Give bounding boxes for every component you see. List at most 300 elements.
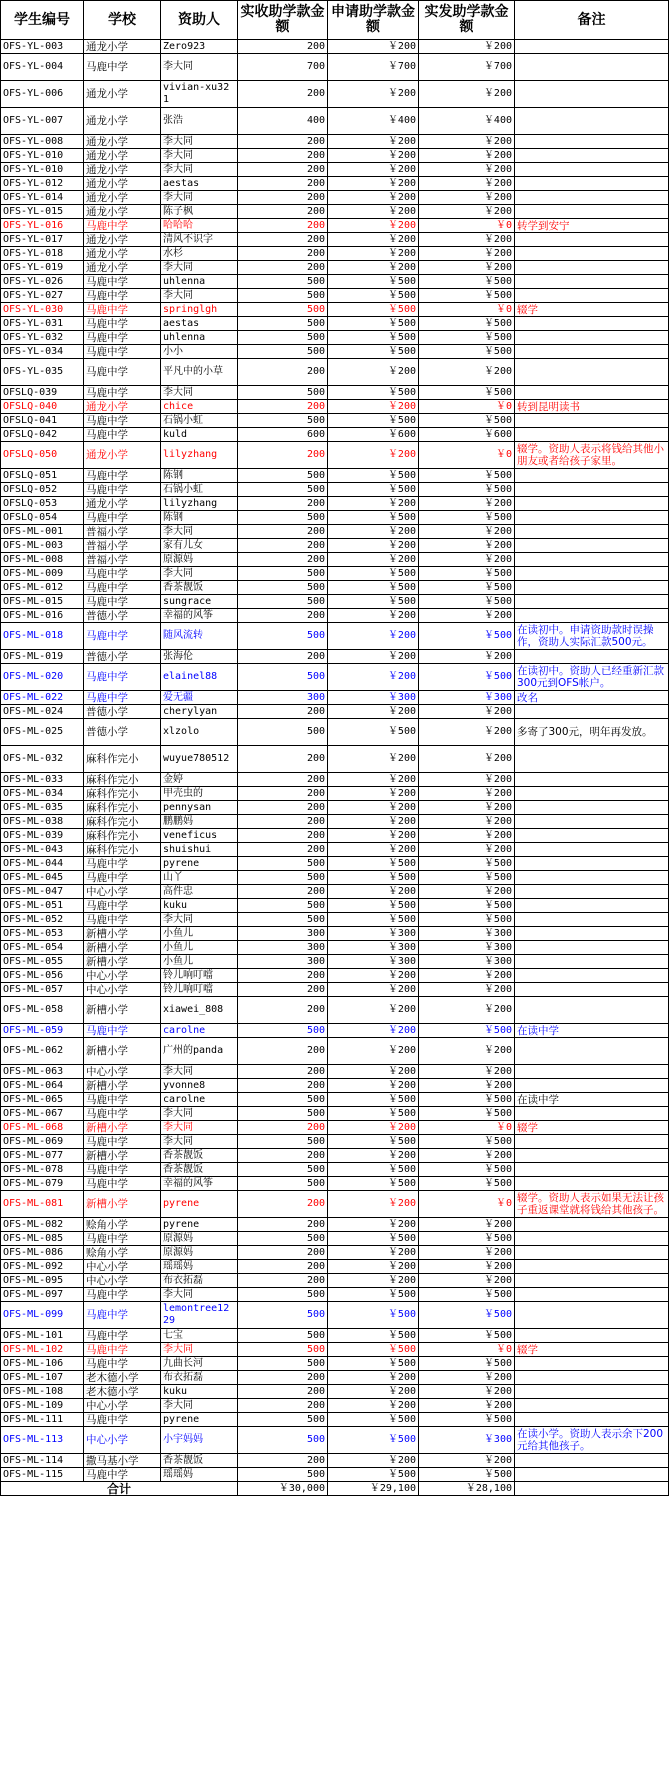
donor-cell: aestas <box>161 317 238 331</box>
student-id-cell: OFS-ML-024 <box>1 705 84 719</box>
received-amount-cell: 500 <box>238 511 328 525</box>
student-id-cell: OFS-ML-038 <box>1 815 84 829</box>
school-cell: 通龙小学 <box>84 40 161 54</box>
applied-amount-cell: ￥200 <box>328 205 419 219</box>
donor-cell: 石锅小虹 <box>161 483 238 497</box>
paid-amount-cell: ￥300 <box>419 941 515 955</box>
paid-amount-cell: ￥500 <box>419 331 515 345</box>
school-cell: 中心小学 <box>84 885 161 899</box>
student-id-cell: OFS-YL-012 <box>1 177 84 191</box>
donor-cell: 七宝 <box>161 1329 238 1343</box>
received-amount-cell: 300 <box>238 691 328 705</box>
note-cell <box>515 177 669 191</box>
applied-amount-cell: ￥500 <box>328 581 419 595</box>
donor-cell: lilyzhang <box>161 442 238 469</box>
student-id-cell: OFS-ML-025 <box>1 719 84 746</box>
school-cell: 马鹿中学 <box>84 359 161 386</box>
paid-amount-cell: ￥500 <box>419 1302 515 1329</box>
applied-amount-cell: ￥500 <box>328 1093 419 1107</box>
school-cell: 通龙小学 <box>84 108 161 135</box>
received-amount-cell: 200 <box>238 609 328 623</box>
school-cell: 麻科作完小 <box>84 801 161 815</box>
note-cell <box>515 108 669 135</box>
note-cell <box>515 1302 669 1329</box>
school-cell: 马鹿中学 <box>84 317 161 331</box>
note-cell <box>515 317 669 331</box>
note-cell <box>515 1065 669 1079</box>
paid-amount-cell: ￥400 <box>419 108 515 135</box>
school-cell: 马鹿中学 <box>84 303 161 317</box>
received-amount-cell: 200 <box>238 1399 328 1413</box>
received-amount-cell: 700 <box>238 54 328 81</box>
note-cell <box>515 81 669 108</box>
received-amount-cell: 200 <box>238 885 328 899</box>
applied-amount-cell: ￥200 <box>328 1038 419 1065</box>
donor-cell: springlgh <box>161 303 238 317</box>
school-cell: 麻科作完小 <box>84 843 161 857</box>
applied-amount-cell: ￥500 <box>328 1163 419 1177</box>
note-cell: 辍学 <box>515 1121 669 1135</box>
table-row <box>1 691 669 705</box>
donor-cell: wuyue780512 <box>161 746 238 773</box>
table-row <box>1 746 669 773</box>
note-cell <box>515 275 669 289</box>
table-row <box>1 1385 669 1399</box>
paid-amount-cell: ￥200 <box>419 705 515 719</box>
note-cell <box>515 163 669 177</box>
donor-cell: xiawei_808 <box>161 997 238 1024</box>
donor-cell: 李大同 <box>161 913 238 927</box>
received-amount-cell: 200 <box>238 539 328 553</box>
received-amount-cell: 500 <box>238 595 328 609</box>
table-row <box>1 899 669 913</box>
received-amount-cell: 200 <box>238 177 328 191</box>
student-id-cell: OFS-ML-012 <box>1 581 84 595</box>
header-note: 备注 <box>515 1 669 40</box>
table-row <box>1 359 669 386</box>
received-amount-cell: 500 <box>238 386 328 400</box>
table-row <box>1 135 669 149</box>
student-id-cell: OFS-ML-108 <box>1 1385 84 1399</box>
paid-amount-cell: ￥200 <box>419 773 515 787</box>
note-cell <box>515 1163 669 1177</box>
donor-cell: 广州的panda <box>161 1038 238 1065</box>
student-id-cell: OFS-YL-010 <box>1 163 84 177</box>
table-row <box>1 623 669 650</box>
student-id-cell: OFS-YL-019 <box>1 261 84 275</box>
applied-amount-cell: ￥500 <box>328 303 419 317</box>
school-cell: 马鹿中学 <box>84 1177 161 1191</box>
student-id-cell: OFS-ML-059 <box>1 1024 84 1038</box>
paid-amount-cell: ￥500 <box>419 511 515 525</box>
student-id-cell: OFS-YL-035 <box>1 359 84 386</box>
school-cell: 通龙小学 <box>84 261 161 275</box>
school-cell: 普德小学 <box>84 609 161 623</box>
table-row <box>1 163 669 177</box>
note-cell <box>515 386 669 400</box>
table-row <box>1 787 669 801</box>
school-cell: 通龙小学 <box>84 400 161 414</box>
donor-cell: 李大同 <box>161 1121 238 1135</box>
donor-cell: 李大同 <box>161 289 238 303</box>
table-row <box>1 345 669 359</box>
paid-amount-cell: ￥500 <box>419 483 515 497</box>
student-id-cell: OFS-ML-115 <box>1 1468 84 1482</box>
applied-amount-cell: ￥500 <box>328 1232 419 1246</box>
received-amount-cell: 500 <box>238 1468 328 1482</box>
student-id-cell: OFS-ML-067 <box>1 1107 84 1121</box>
table-row <box>1 1079 669 1093</box>
paid-amount-cell: ￥500 <box>419 1468 515 1482</box>
paid-amount-cell: ￥200 <box>419 829 515 843</box>
note-cell <box>515 1454 669 1468</box>
applied-amount-cell: ￥200 <box>328 261 419 275</box>
school-cell: 老木德小学 <box>84 1385 161 1399</box>
student-id-cell: OFSLQ-053 <box>1 497 84 511</box>
received-amount-cell: 500 <box>238 719 328 746</box>
student-id-cell: OFS-ML-052 <box>1 913 84 927</box>
school-cell: 新槽小学 <box>84 1121 161 1135</box>
donor-cell: 李大同 <box>161 191 238 205</box>
donor-cell: 陈钢 <box>161 511 238 525</box>
note-cell <box>515 261 669 275</box>
school-cell: 撒马基小学 <box>84 1454 161 1468</box>
note-cell <box>515 595 669 609</box>
received-amount-cell: 200 <box>238 205 328 219</box>
applied-amount-cell: ￥200 <box>328 497 419 511</box>
paid-amount-cell: ￥200 <box>419 1371 515 1385</box>
applied-amount-cell: ￥500 <box>328 595 419 609</box>
applied-amount-cell: ￥200 <box>328 787 419 801</box>
paid-amount-cell: ￥200 <box>419 719 515 746</box>
received-amount-cell: 200 <box>238 829 328 843</box>
paid-amount-cell: ￥0 <box>419 1191 515 1218</box>
donor-cell: 陈钢 <box>161 469 238 483</box>
table-row <box>1 1357 669 1371</box>
donor-cell: 山丫 <box>161 871 238 885</box>
donor-cell: chice <box>161 400 238 414</box>
student-id-cell: OFS-YL-004 <box>1 54 84 81</box>
table-row <box>1 871 669 885</box>
student-id-cell: OFS-ML-015 <box>1 595 84 609</box>
received-amount-cell: 500 <box>238 1093 328 1107</box>
donor-cell: 李大同 <box>161 525 238 539</box>
school-cell: 马鹿中学 <box>84 511 161 525</box>
note-cell <box>515 1038 669 1065</box>
applied-amount-cell: ￥200 <box>328 177 419 191</box>
received-amount-cell: 200 <box>238 1191 328 1218</box>
student-id-cell: OFS-ML-054 <box>1 941 84 955</box>
student-id-cell: OFS-ML-101 <box>1 1329 84 1343</box>
note-cell: 在读初中。资助人已经重新汇款300元到OFS帐户。 <box>515 664 669 691</box>
table-row <box>1 983 669 997</box>
applied-amount-cell: ￥200 <box>328 1371 419 1385</box>
student-id-cell: OFS-ML-081 <box>1 1191 84 1218</box>
school-cell: 马鹿中学 <box>84 1413 161 1427</box>
paid-amount-cell: ￥300 <box>419 927 515 941</box>
received-amount-cell: 500 <box>238 871 328 885</box>
student-id-cell: OFS-ML-078 <box>1 1163 84 1177</box>
received-amount-cell: 200 <box>238 442 328 469</box>
student-id-cell: OFS-ML-062 <box>1 1038 84 1065</box>
applied-amount-cell: ￥500 <box>328 1468 419 1482</box>
table-row <box>1 539 669 553</box>
applied-amount-cell: ￥200 <box>328 773 419 787</box>
school-cell: 通龙小学 <box>84 205 161 219</box>
student-id-cell: OFS-ML-092 <box>1 1260 84 1274</box>
applied-amount-cell: ￥200 <box>328 400 419 414</box>
table-row <box>1 609 669 623</box>
applied-amount-cell: ￥200 <box>328 1065 419 1079</box>
donor-cell: 随风流转 <box>161 623 238 650</box>
school-cell: 马鹿中学 <box>84 483 161 497</box>
school-cell: 马鹿中学 <box>84 1107 161 1121</box>
paid-amount-cell: ￥700 <box>419 54 515 81</box>
table-row <box>1 1177 669 1191</box>
student-id-cell: OFS-ML-051 <box>1 899 84 913</box>
paid-amount-cell: ￥600 <box>419 428 515 442</box>
received-amount-cell: 500 <box>238 1288 328 1302</box>
student-id-cell: OFS-ML-109 <box>1 1399 84 1413</box>
student-id-cell: OFS-ML-079 <box>1 1177 84 1191</box>
student-id-cell: OFS-YL-026 <box>1 275 84 289</box>
student-id-cell: OFS-YL-032 <box>1 331 84 345</box>
applied-amount-cell: ￥200 <box>328 815 419 829</box>
donor-cell: 李大同 <box>161 1288 238 1302</box>
received-amount-cell: 200 <box>238 1149 328 1163</box>
received-amount-cell: 200 <box>238 1218 328 1232</box>
paid-amount-cell: ￥500 <box>419 913 515 927</box>
received-amount-cell: 500 <box>238 1329 328 1343</box>
student-id-cell: OFSLQ-050 <box>1 442 84 469</box>
paid-amount-cell: ￥200 <box>419 969 515 983</box>
paid-amount-cell: ￥500 <box>419 664 515 691</box>
paid-amount-cell: ￥500 <box>419 275 515 289</box>
school-cell: 通龙小学 <box>84 247 161 261</box>
school-cell: 麻科作完小 <box>84 815 161 829</box>
table-row <box>1 303 669 317</box>
donor-cell: kuku <box>161 1385 238 1399</box>
paid-amount-cell: ￥500 <box>419 1357 515 1371</box>
student-id-cell: OFS-YL-014 <box>1 191 84 205</box>
paid-amount-cell: ￥200 <box>419 983 515 997</box>
applied-amount-cell: ￥200 <box>328 1218 419 1232</box>
note-cell <box>515 997 669 1024</box>
note-cell <box>515 1399 669 1413</box>
table-row <box>1 913 669 927</box>
note-cell: 在读初中。申请资助款时误操作，资助人实际汇款500元。 <box>515 623 669 650</box>
student-id-cell: OFS-ML-055 <box>1 955 84 969</box>
table-row <box>1 81 669 108</box>
applied-amount-cell: ￥500 <box>328 386 419 400</box>
note-cell <box>515 857 669 871</box>
donor-cell: 幸福的风筝 <box>161 1177 238 1191</box>
paid-amount-cell: ￥200 <box>419 191 515 205</box>
table-row <box>1 289 669 303</box>
student-id-cell: OFS-ML-032 <box>1 746 84 773</box>
table-row <box>1 1260 669 1274</box>
paid-amount-cell: ￥200 <box>419 746 515 773</box>
school-cell: 马鹿中学 <box>84 581 161 595</box>
applied-amount-cell: ￥200 <box>328 233 419 247</box>
student-id-cell: OFS-ML-058 <box>1 997 84 1024</box>
note-cell <box>515 1232 669 1246</box>
student-id-cell: OFS-ML-019 <box>1 650 84 664</box>
received-amount-cell: 300 <box>238 927 328 941</box>
school-cell: 马鹿中学 <box>84 1302 161 1329</box>
donor-cell: 爱无疆 <box>161 691 238 705</box>
school-cell: 新槽小学 <box>84 997 161 1024</box>
note-cell <box>515 525 669 539</box>
donor-cell: elainel88 <box>161 664 238 691</box>
student-id-cell: OFS-ML-097 <box>1 1288 84 1302</box>
applied-amount-cell: ￥200 <box>328 247 419 261</box>
total-applied: ￥29,100 <box>328 1482 419 1496</box>
school-cell: 新槽小学 <box>84 1191 161 1218</box>
received-amount-cell: 500 <box>238 567 328 581</box>
table-row <box>1 941 669 955</box>
paid-amount-cell: ￥500 <box>419 317 515 331</box>
school-cell: 马鹿中学 <box>84 414 161 428</box>
student-id-cell: OFSLQ-052 <box>1 483 84 497</box>
table-row <box>1 773 669 787</box>
student-id-cell: OFS-YL-008 <box>1 135 84 149</box>
school-cell: 马鹿中学 <box>84 1468 161 1482</box>
donor-cell: 张浩 <box>161 108 238 135</box>
applied-amount-cell: ￥500 <box>328 567 419 581</box>
student-id-cell: OFS-ML-085 <box>1 1232 84 1246</box>
student-id-cell: OFS-ML-086 <box>1 1246 84 1260</box>
received-amount-cell: 500 <box>238 664 328 691</box>
donor-cell: 铃儿响叮噹 <box>161 969 238 983</box>
table-row <box>1 664 669 691</box>
table-row <box>1 927 669 941</box>
student-id-cell: OFS-ML-034 <box>1 787 84 801</box>
paid-amount-cell: ￥200 <box>419 1399 515 1413</box>
totals-row <box>1 1482 669 1496</box>
table-row <box>1 843 669 857</box>
note-cell <box>515 955 669 969</box>
note-cell: 转到昆明读书 <box>515 400 669 414</box>
donor-cell: 小鱼儿 <box>161 927 238 941</box>
table-row <box>1 40 669 54</box>
received-amount-cell: 200 <box>238 219 328 233</box>
header-received-amount: 实收助学款金额 <box>238 1 328 40</box>
paid-amount-cell: ￥500 <box>419 289 515 303</box>
student-id-cell: OFS-ML-053 <box>1 927 84 941</box>
note-cell <box>515 843 669 857</box>
note-cell <box>515 1357 669 1371</box>
table-row <box>1 1399 669 1413</box>
note-cell <box>515 871 669 885</box>
applied-amount-cell: ￥200 <box>328 664 419 691</box>
student-id-cell: OFSLQ-041 <box>1 414 84 428</box>
student-id-cell: OFSLQ-042 <box>1 428 84 442</box>
table-row <box>1 885 669 899</box>
table-row <box>1 1218 669 1232</box>
table-row <box>1 386 669 400</box>
student-id-cell: OFS-ML-008 <box>1 553 84 567</box>
table-row <box>1 191 669 205</box>
school-cell: 马鹿中学 <box>84 623 161 650</box>
school-cell: 中心小学 <box>84 969 161 983</box>
applied-amount-cell: ￥500 <box>328 275 419 289</box>
note-cell <box>515 1135 669 1149</box>
paid-amount-cell: ￥0 <box>419 1121 515 1135</box>
applied-amount-cell: ￥200 <box>328 1385 419 1399</box>
donor-cell: 平凡中的小草 <box>161 359 238 386</box>
received-amount-cell: 500 <box>238 317 328 331</box>
received-amount-cell: 200 <box>238 247 328 261</box>
paid-amount-cell: ￥300 <box>419 955 515 969</box>
school-cell: 通龙小学 <box>84 442 161 469</box>
school-cell: 新槽小学 <box>84 927 161 941</box>
paid-amount-cell: ￥200 <box>419 1065 515 1079</box>
table-row <box>1 497 669 511</box>
student-id-cell: OFS-ML-035 <box>1 801 84 815</box>
note-cell <box>515 539 669 553</box>
note-cell <box>515 1246 669 1260</box>
student-id-cell: OFS-YL-027 <box>1 289 84 303</box>
school-cell: 麻科作完小 <box>84 773 161 787</box>
received-amount-cell: 200 <box>238 1079 328 1093</box>
table-row <box>1 1329 669 1343</box>
note-cell <box>515 191 669 205</box>
school-cell: 普福小学 <box>84 525 161 539</box>
applied-amount-cell: ￥200 <box>328 40 419 54</box>
donor-cell: 李大同 <box>161 261 238 275</box>
applied-amount-cell: ￥500 <box>328 1329 419 1343</box>
note-cell: 在读小学。资助人表示余下200元给其他孩子。 <box>515 1427 669 1454</box>
applied-amount-cell: ￥500 <box>328 345 419 359</box>
received-amount-cell: 200 <box>238 983 328 997</box>
donor-cell: kuld <box>161 428 238 442</box>
note-cell: 辍学。资助人表示如果无法让孩子重返课堂就将钱给其他孩子。 <box>515 1191 669 1218</box>
school-cell: 马鹿中学 <box>84 345 161 359</box>
paid-amount-cell: ￥200 <box>419 525 515 539</box>
table-row <box>1 997 669 1024</box>
applied-amount-cell: ￥200 <box>328 1454 419 1468</box>
donor-cell: 原源妈 <box>161 1246 238 1260</box>
student-id-cell: OFSLQ-051 <box>1 469 84 483</box>
donor-cell: 香茶靓饭 <box>161 1163 238 1177</box>
donor-cell: 李大同 <box>161 1343 238 1357</box>
applied-amount-cell: ￥200 <box>328 149 419 163</box>
student-id-cell: OFS-ML-063 <box>1 1065 84 1079</box>
student-id-cell: OFS-ML-068 <box>1 1121 84 1135</box>
note-cell: 在读中学 <box>515 1024 669 1038</box>
received-amount-cell: 200 <box>238 1065 328 1079</box>
paid-amount-cell: ￥500 <box>419 469 515 483</box>
table-row <box>1 553 669 567</box>
donor-cell: 李大同 <box>161 1135 238 1149</box>
applied-amount-cell: ￥300 <box>328 941 419 955</box>
applied-amount-cell: ￥500 <box>328 331 419 345</box>
received-amount-cell: 200 <box>238 1274 328 1288</box>
school-cell: 马鹿中学 <box>84 1163 161 1177</box>
donor-cell: sungrace <box>161 595 238 609</box>
received-amount-cell: 200 <box>238 359 328 386</box>
applied-amount-cell: ￥200 <box>328 885 419 899</box>
student-id-cell: OFS-ML-114 <box>1 1454 84 1468</box>
received-amount-cell: 200 <box>238 1246 328 1260</box>
donor-cell: 李大同 <box>161 163 238 177</box>
student-id-cell: OFS-ML-107 <box>1 1371 84 1385</box>
table-row <box>1 1163 669 1177</box>
received-amount-cell: 200 <box>238 773 328 787</box>
paid-amount-cell: ￥200 <box>419 539 515 553</box>
table-row <box>1 595 669 609</box>
